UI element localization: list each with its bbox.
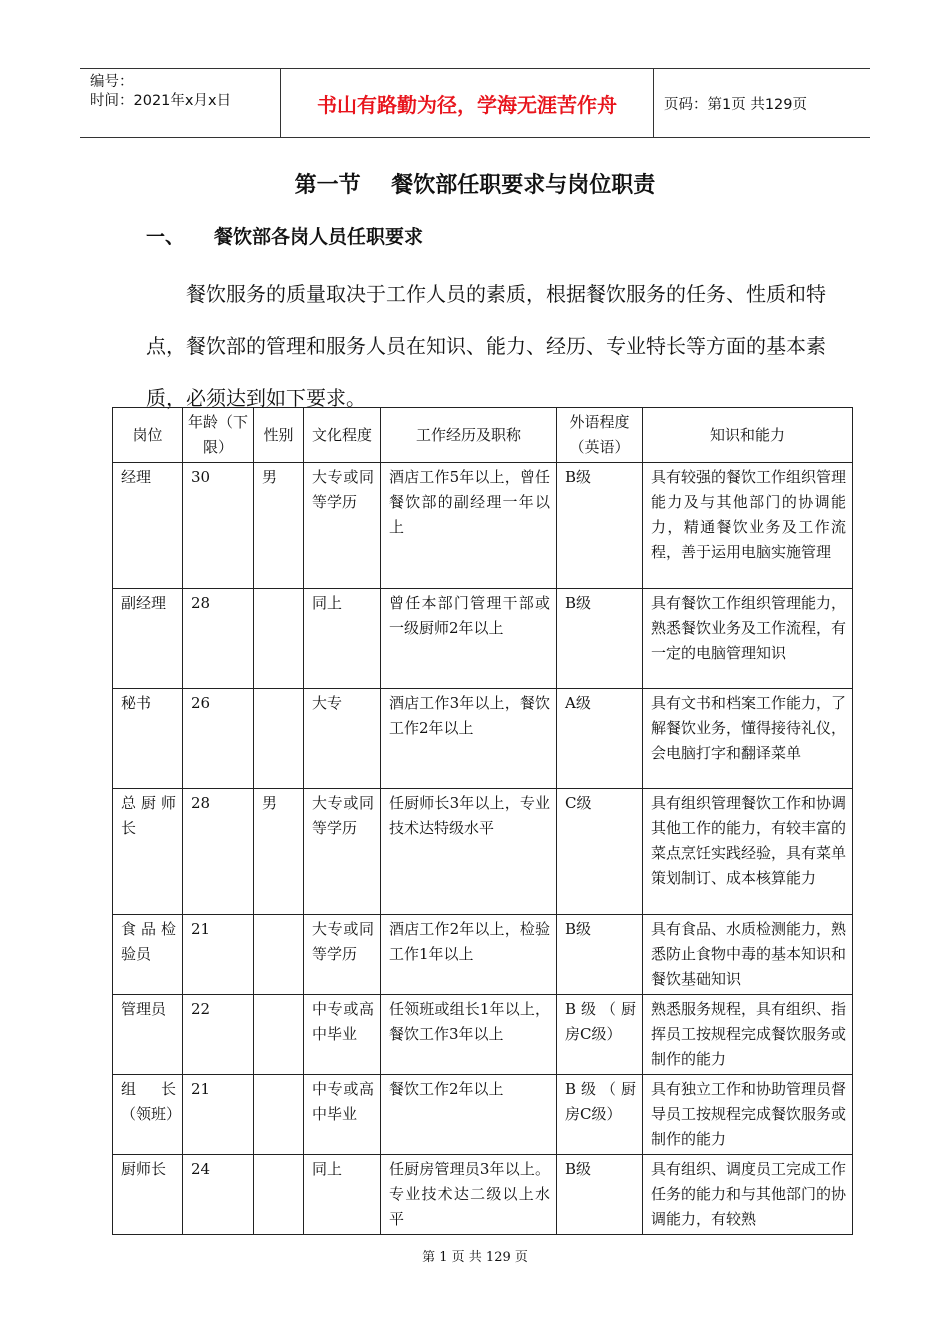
experience-cell: 任厨房管理员3年以上。专业技术达二级以上水平 <box>381 1155 557 1235</box>
header-cell: 年龄（下限） <box>183 408 254 463</box>
subsection-text: 餐饮部各岗人员任职要求 <box>214 226 424 248</box>
header-meta <box>90 73 280 111</box>
age-cell: 24 <box>183 1155 254 1235</box>
ability-cell: 具有餐饮工作组织管理能力，熟悉餐饮业务及工作流程，有一定的电脑管理知识 <box>643 589 853 689</box>
header-cell: 文化程度 <box>304 408 381 463</box>
education-cell: 大专 <box>304 689 381 789</box>
gender-cell <box>254 689 304 789</box>
requirements-table <box>112 407 853 1235</box>
header-cell: 工作经历及职称 <box>381 408 557 463</box>
position-cell: 经理 <box>113 463 183 589</box>
position-cell: 组长（领班） <box>113 1075 183 1155</box>
ability-cell: 具有较强的餐饮工作组织管理能力及与其他部门的协调能力，精通餐饮业务及工作流程，善于运用电脑实施管理 <box>643 463 853 589</box>
experience-cell: 任领班或组长1年以上，餐饮工作3年以上 <box>381 995 557 1075</box>
language-cell: B级 <box>557 1155 643 1235</box>
position-cell: 管理员 <box>113 995 183 1075</box>
education-cell: 大专或同等学历 <box>304 915 381 995</box>
position-cell: 秘书 <box>113 689 183 789</box>
subsection-number: 一、 <box>146 226 185 248</box>
table-header-row <box>113 408 853 463</box>
header-divider <box>653 69 654 137</box>
table-row <box>113 915 853 995</box>
subsection-title <box>146 222 423 249</box>
ability-cell: 具有独立工作和协助管理员督导员工按规程完成餐饮服务或制作的能力 <box>643 1075 853 1155</box>
header-cell: 知识和能力 <box>643 408 853 463</box>
intro-text: 餐饮服务的质量取决于工作人员的素质，根据餐饮服务的任务、性质和特点，餐饮部的管理和服务人员在知识、能力、经历、专业特长等方面的基本素质，必须达到如下要求。 <box>146 282 826 410</box>
ability-cell: 具有组织管理餐饮工作和协调其他工作的能力，有较丰富的菜点烹饪实践经验，具有菜单策划制订、成本核算能力 <box>643 789 853 915</box>
header-cell: 外语程度（英语） <box>557 408 643 463</box>
number-label: 编号： <box>90 74 134 90</box>
ability-cell: 具有组织、调度员工完成工作任务的能力和与其他部门的协调能力，有较熟 <box>643 1155 853 1235</box>
header-motto: 书山有路勤为径，学海无涯苦作舟 <box>317 92 617 117</box>
position-cell: 厨师长 <box>113 1155 183 1235</box>
language-cell: B级（厨房C级） <box>557 1075 643 1155</box>
section-title: 第一节 餐饮部任职要求与岗位职责 <box>294 173 656 198</box>
position-cell: 总厨师长 <box>113 789 183 915</box>
language-cell: B级（厨房C级） <box>557 995 643 1075</box>
gender-cell <box>254 589 304 689</box>
age-cell: 21 <box>183 915 254 995</box>
education-cell: 同上 <box>304 589 381 689</box>
page-header <box>80 68 870 138</box>
education-cell: 同上 <box>304 1155 381 1235</box>
intro-paragraph <box>146 268 836 424</box>
language-cell: B级 <box>557 915 643 995</box>
ability-cell: 具有文书和档案工作能力，了解餐饮业务，懂得接待礼仪，会电脑打字和翻译菜单 <box>643 689 853 789</box>
table-row <box>113 995 853 1075</box>
ability-cell: 具有食品、水质检测能力，熟悉防止食物中毒的基本知识和餐饮基础知识 <box>643 915 853 995</box>
age-cell: 26 <box>183 689 254 789</box>
page-footer: 第 1 页 共 129 页 <box>422 1250 528 1265</box>
language-cell: A级 <box>557 689 643 789</box>
experience-cell: 餐饮工作2年以上 <box>381 1075 557 1155</box>
position-cell: 副经理 <box>113 589 183 689</box>
age-cell: 28 <box>183 789 254 915</box>
gender-cell <box>254 1155 304 1235</box>
experience-cell: 酒店工作3年以上，餐饮工作2年以上 <box>381 689 557 789</box>
education-cell: 中专或高中毕业 <box>304 1075 381 1155</box>
table-row <box>113 1075 853 1155</box>
table-row <box>113 689 853 789</box>
time-label: 时间：2021年x月x日 <box>90 93 232 109</box>
education-cell: 大专或同等学历 <box>304 789 381 915</box>
language-cell: B级 <box>557 589 643 689</box>
education-cell: 大专或同等学历 <box>304 463 381 589</box>
table-row <box>113 789 853 915</box>
table-row <box>113 463 853 589</box>
table-row <box>113 589 853 689</box>
education-cell: 中专或高中毕业 <box>304 995 381 1075</box>
position-cell: 食品检验员 <box>113 915 183 995</box>
language-cell: B级 <box>557 463 643 589</box>
header-page-label: 页码：第1页 共129页 <box>664 97 808 113</box>
gender-cell: 男 <box>254 789 304 915</box>
age-cell: 30 <box>183 463 254 589</box>
gender-cell <box>254 995 304 1075</box>
header-cell: 岗位 <box>113 408 183 463</box>
age-cell: 28 <box>183 589 254 689</box>
ability-cell: 熟悉服务规程，具有组织、指挥员工按规程完成餐饮服务或制作的能力 <box>643 995 853 1075</box>
age-cell: 22 <box>183 995 254 1075</box>
experience-cell: 任厨师长3年以上，专业技术达特级水平 <box>381 789 557 915</box>
language-cell: C级 <box>557 789 643 915</box>
header-cell: 性别 <box>254 408 304 463</box>
gender-cell <box>254 1075 304 1155</box>
experience-cell: 酒店工作2年以上，检验工作1年以上 <box>381 915 557 995</box>
table-row <box>113 1155 853 1235</box>
experience-cell: 酒店工作5年以上，曾任餐饮部的副经理一年以上 <box>381 463 557 589</box>
experience-cell: 曾任本部门管理干部或一级厨师2年以上 <box>381 589 557 689</box>
age-cell: 21 <box>183 1075 254 1155</box>
gender-cell: 男 <box>254 463 304 589</box>
gender-cell <box>254 915 304 995</box>
